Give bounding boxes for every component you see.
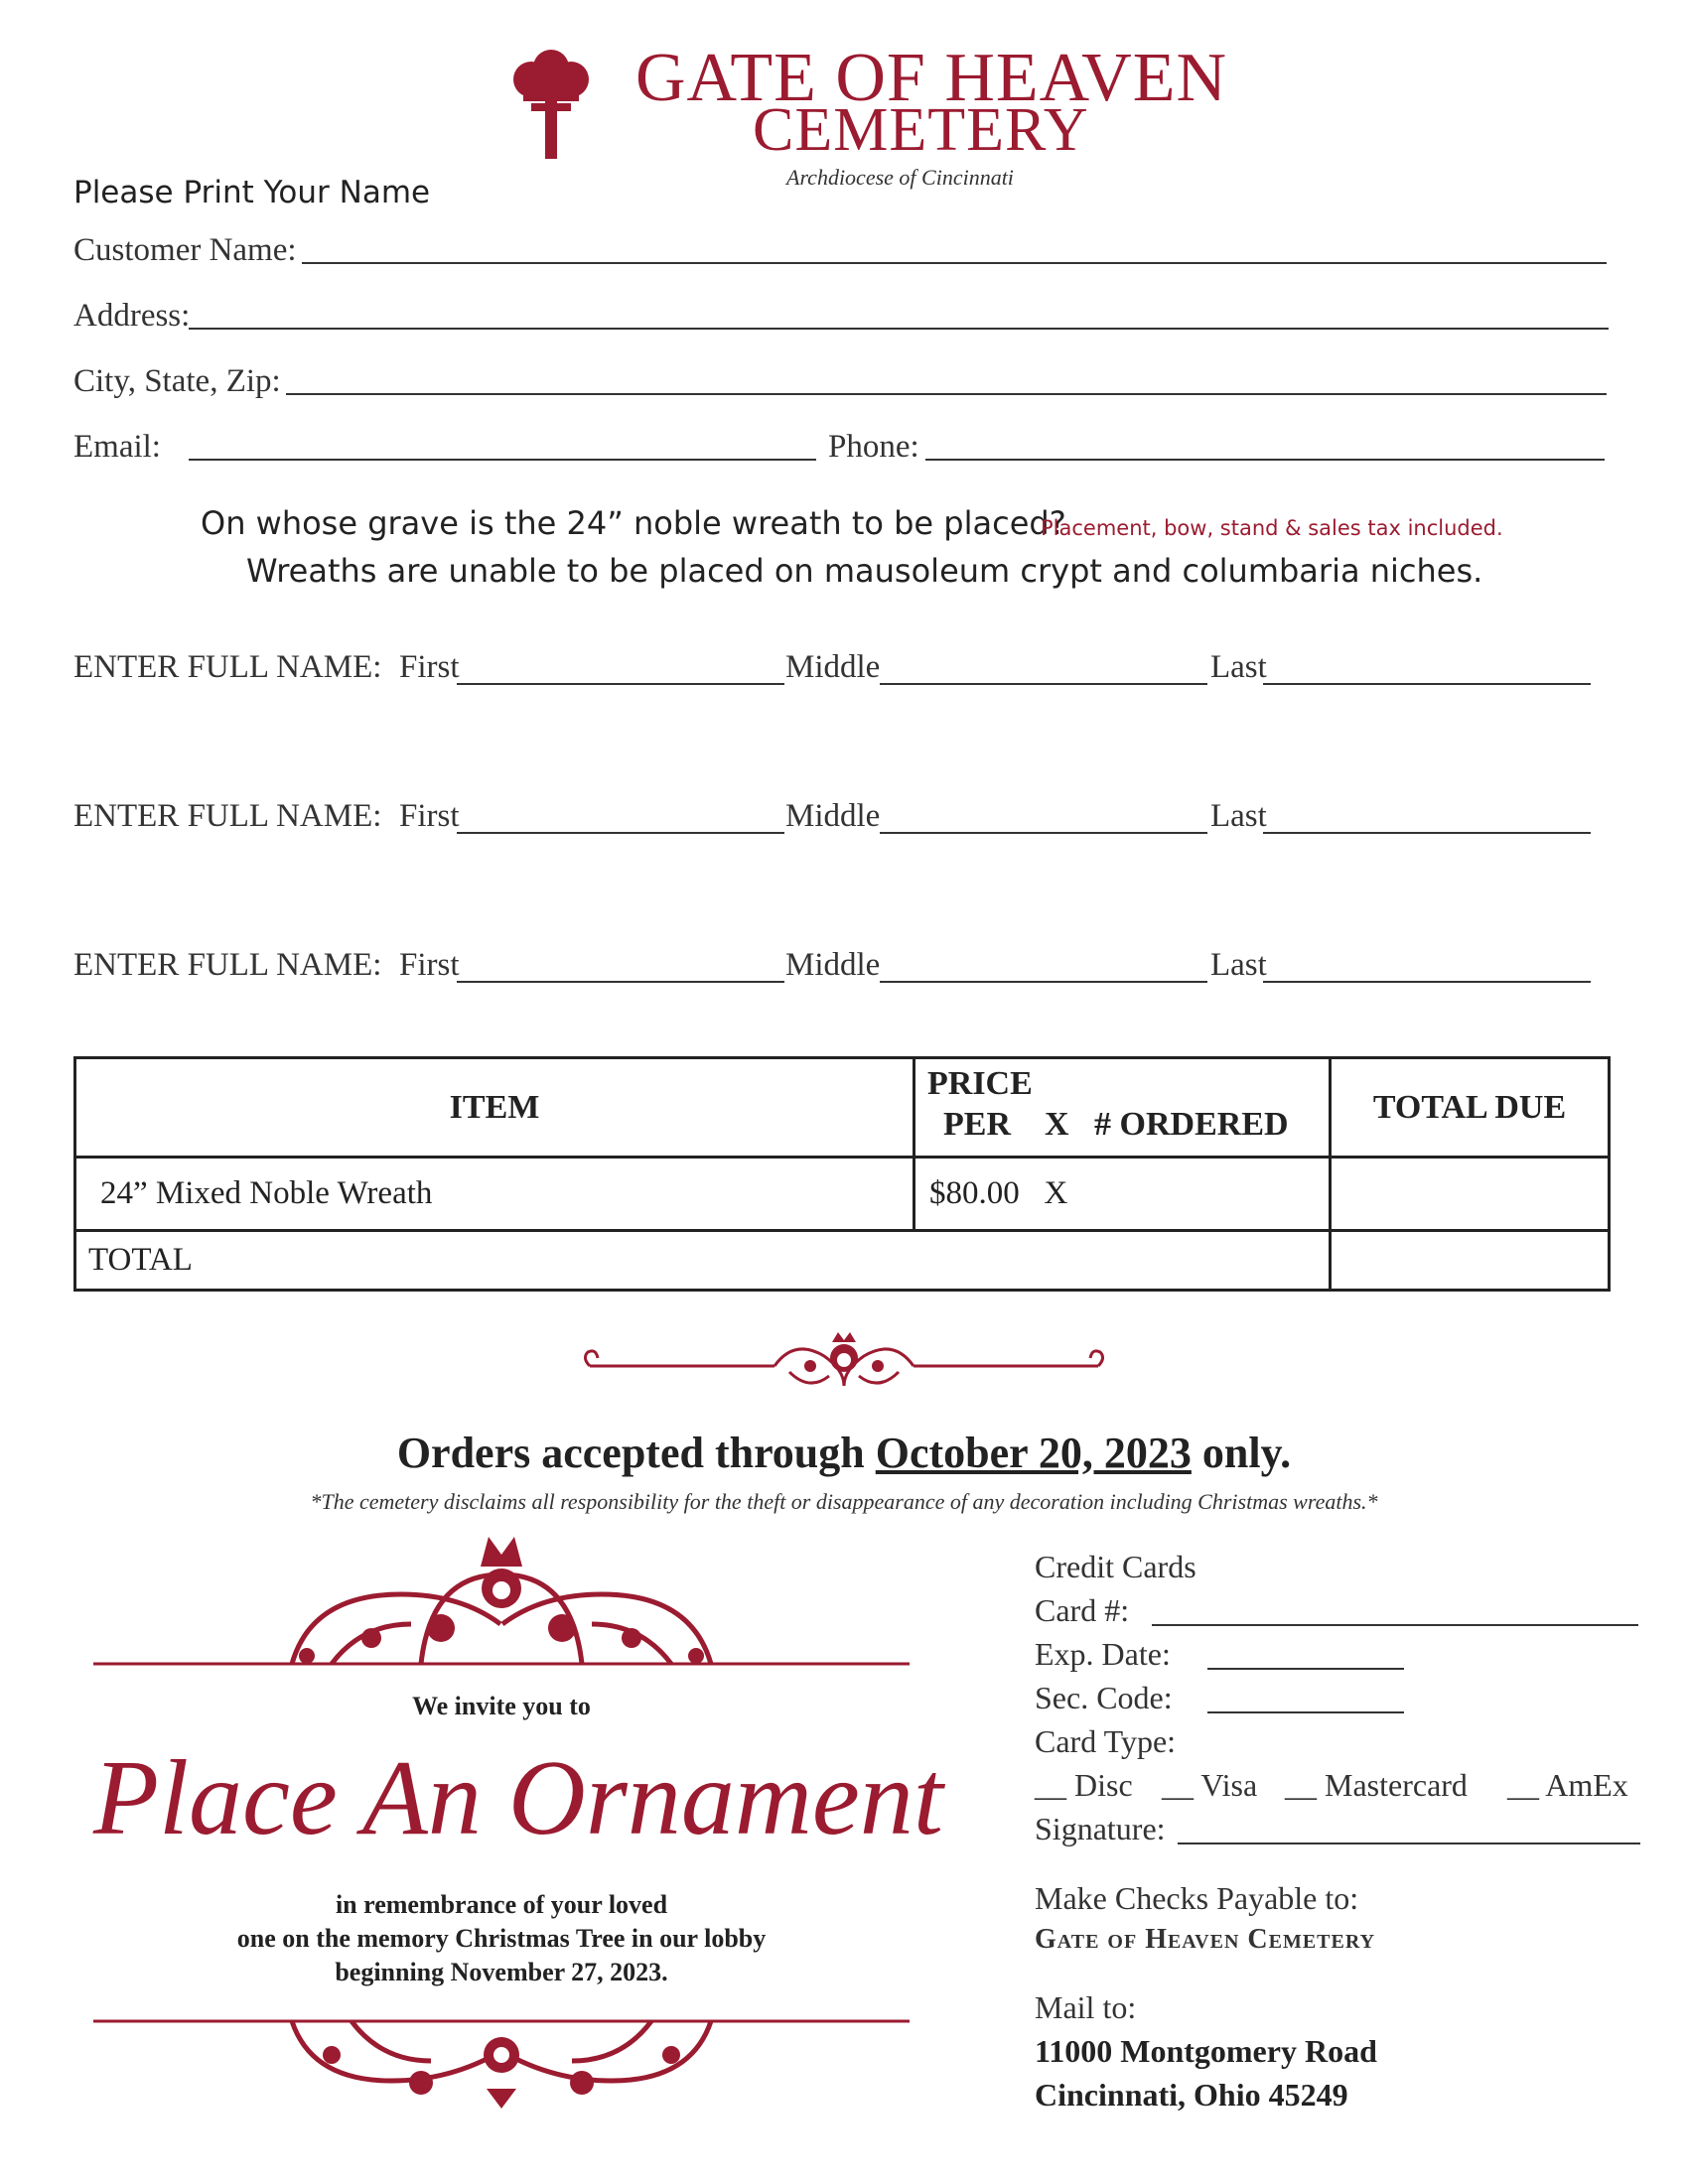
sec-code-label: Sec. Code: — [1035, 1680, 1173, 1715]
deadline-date: October 20, 2023 — [875, 1429, 1192, 1477]
ornament-bottom-flourish — [93, 2015, 910, 2115]
ornament-top-flourish — [93, 1519, 910, 1668]
middle-name-label: Middle — [785, 649, 881, 685]
wreath-included-note: Placement, bow, stand & sales tax included. — [1041, 516, 1503, 540]
last-name-label: Last — [1210, 649, 1267, 685]
sec-code-field[interactable] — [1207, 1711, 1404, 1713]
middle-name-field[interactable] — [880, 683, 1207, 685]
cemetery-title-line1: GATE OF HEAVEN — [635, 40, 1228, 116]
ornament-headline: Place An Ornament — [93, 1739, 943, 1857]
item-header-label: ITEM — [449, 1088, 540, 1126]
card-type-visa[interactable]: __ Visa — [1162, 1767, 1258, 1803]
payee-name: Gate of Heaven Cemetery — [1035, 1924, 1376, 1955]
price-header-line1: PRICE — [927, 1065, 1033, 1102]
wreath-item-cell — [75, 1158, 914, 1231]
customer-name-label: Customer Name: — [73, 232, 297, 268]
middle-name-field[interactable] — [880, 981, 1207, 983]
cemetery-title-line2: CEMETERY — [753, 96, 1089, 164]
first-name-field[interactable] — [457, 683, 784, 685]
last-name-field[interactable] — [1263, 981, 1591, 983]
card-number-label: Card #: — [1035, 1592, 1130, 1628]
total-label: TOTAL — [88, 1242, 193, 1278]
logo — [511, 50, 591, 159]
wreath-total-due-cell[interactable] — [1331, 1158, 1610, 1231]
last-name-field[interactable] — [1263, 683, 1591, 685]
full-name-label: ENTER FULL NAME: — [73, 947, 382, 983]
price-header — [914, 1058, 1331, 1158]
first-name-label: First — [399, 947, 460, 983]
email-label: Email: — [73, 429, 161, 465]
last-name-label: Last — [1210, 947, 1267, 983]
ornament-text-line2: one on the memory Christmas Tree in our lobby — [236, 1924, 767, 1953]
price-header-line2: PER X # ORDERED — [943, 1106, 1289, 1143]
ornament-invite: We invite you to — [412, 1692, 591, 1720]
signature-label: Signature: — [1035, 1811, 1166, 1846]
address-field[interactable] — [189, 328, 1609, 330]
address-label: Address: — [73, 298, 191, 334]
first-name-field[interactable] — [457, 981, 784, 983]
total-due-header-label: TOTAL DUE — [1372, 1088, 1567, 1126]
cemetery-subtitle: Archdiocese of Cincinnati — [786, 165, 1014, 190]
last-name-field[interactable] — [1263, 832, 1591, 834]
customer-name-field[interactable] — [302, 262, 1607, 264]
mail-to-label: Mail to: — [1035, 1989, 1137, 2025]
mail-address-line1: 11000 Montgomery Road — [1035, 2033, 1377, 2069]
ornament-text-line3: beginning November 27, 2023. — [335, 1958, 668, 1986]
exp-date-label: Exp. Date: — [1035, 1636, 1171, 1672]
full-name-label: ENTER FULL NAME: — [73, 649, 382, 685]
middle-name-label: Middle — [785, 947, 881, 983]
first-name-label: First — [399, 798, 460, 834]
middle-name-field[interactable] — [880, 832, 1207, 834]
ornament-text-line1: in remembrance of your loved — [335, 1890, 668, 1919]
flourish-divider — [576, 1332, 1112, 1402]
first-name-label: First — [399, 649, 460, 685]
card-type-disc[interactable]: __ Disc — [1035, 1767, 1133, 1803]
print-name-instruction: Please Print Your Name — [73, 175, 431, 210]
middle-name-label: Middle — [785, 798, 881, 834]
cross-cloud-icon — [511, 50, 591, 159]
wreath-price: $80.00 X — [929, 1175, 1068, 1211]
order-table — [73, 1056, 1611, 1292]
wreath-price-cell[interactable] — [914, 1158, 1331, 1231]
wreath-question: On whose grave is the 24” noble wreath to be placed? — [201, 504, 1066, 542]
card-type-label: Card Type: — [1035, 1723, 1177, 1759]
total-row-label-cell — [75, 1231, 1331, 1291]
total-amount-cell[interactable] — [1331, 1231, 1610, 1291]
checks-payable-label: Make Checks Payable to: — [1035, 1880, 1359, 1916]
email-field[interactable] — [189, 459, 816, 461]
city-state-zip-label: City, State, Zip: — [73, 363, 281, 399]
mail-address-line2: Cincinnati, Ohio 45249 — [1035, 2077, 1348, 2113]
phone-label: Phone: — [828, 429, 919, 465]
total-due-header — [1331, 1058, 1610, 1158]
disclaimer: *The cemetery disclaims all responsibility for the theft or disappearance of any decoration including Christmas wreaths.* — [310, 1489, 1378, 1514]
card-type-mastercard[interactable]: __ Mastercard — [1285, 1767, 1468, 1803]
first-name-field[interactable] — [457, 832, 784, 834]
card-number-field[interactable] — [1152, 1624, 1638, 1626]
deadline-prefix: Orders accepted through — [396, 1429, 865, 1477]
city-state-zip-field[interactable] — [286, 393, 1607, 395]
phone-field[interactable] — [925, 459, 1605, 461]
last-name-label: Last — [1210, 798, 1267, 834]
deadline-suffix: only. — [1201, 1429, 1292, 1477]
signature-field[interactable] — [1178, 1843, 1640, 1844]
credit-cards-heading: Credit Cards — [1035, 1549, 1196, 1584]
item-header — [75, 1058, 914, 1158]
wreath-restriction: Wreaths are unable to be placed on mausoleum crypt and columbaria niches. — [246, 552, 1483, 590]
full-name-label: ENTER FULL NAME: — [73, 798, 382, 834]
exp-date-field[interactable] — [1207, 1668, 1404, 1670]
wreath-item-name: 24” Mixed Noble Wreath — [100, 1175, 433, 1211]
deadline-notice — [0, 1428, 1688, 1478]
card-type-amex[interactable]: __ AmEx — [1507, 1767, 1628, 1803]
